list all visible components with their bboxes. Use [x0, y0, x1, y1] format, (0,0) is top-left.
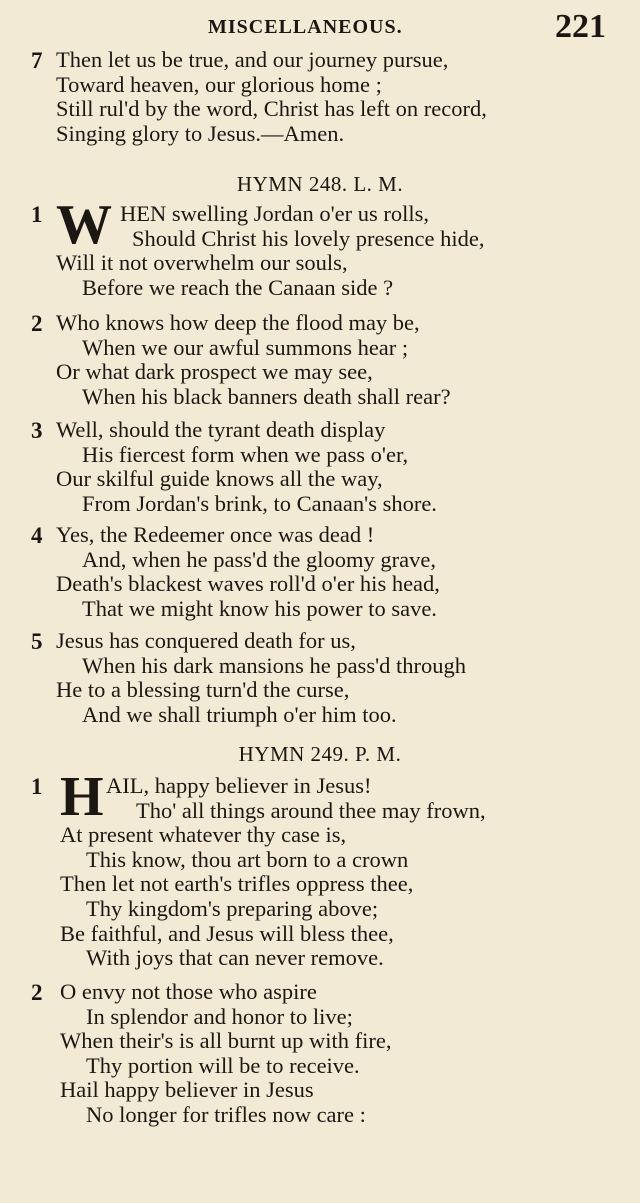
verse-line: Be faithful, and Jesus will bless thee,: [60, 920, 394, 946]
verse-line: Who knows how deep the flood may be,: [56, 310, 420, 335]
hymn-248-verse-4: [0, 523, 640, 621]
continued-verse: [0, 48, 640, 146]
verse-line: Well, should the tyrant death display: [56, 417, 386, 442]
drop-cap: W: [56, 194, 112, 256]
verse-line: Then let not earth's trifles oppress thee,: [60, 871, 414, 897]
verse-line: That we might know his power to save.: [82, 595, 437, 621]
hymn-248-title: HYMN 248. L. M.: [236, 172, 404, 196]
verse-line: This know, thou art born to a crown: [86, 846, 409, 872]
verse-line: Still rul'd by the word, Christ has left on record,: [56, 96, 487, 122]
verse-line: AIL, happy believer in Jesus!: [106, 773, 372, 798]
verse-line: Then let us be true, and our journey pursue,: [56, 47, 449, 72]
verse-line: When we our awful summons hear ;: [82, 334, 409, 360]
running-title: MISCELLANEOUS.: [208, 16, 403, 38]
verse-line: Or what dark prospect we may see,: [56, 359, 373, 385]
verse-number: 7: [31, 48, 43, 73]
page-header: [0, 8, 640, 44]
verse-line: With joys that can never remove.: [86, 945, 384, 971]
verse-number: 1: [31, 774, 43, 799]
hymn-249-verse-2: [0, 980, 640, 1128]
verse-line: Thy kingdom's preparing above;: [86, 895, 379, 921]
hymn-248-verse-5: [0, 629, 640, 727]
verse-line: Will it not overwhelm our souls,: [56, 250, 348, 276]
verse-line: Should Christ his lovely presence hide,: [132, 225, 485, 251]
verse-line: At present whatever thy case is,: [60, 822, 347, 848]
verse-line: Singing glory to Jesus.—Amen.: [56, 120, 345, 146]
verse-line: Thy portion will be to receive.: [86, 1052, 360, 1078]
verse-number: 4: [31, 523, 43, 548]
verse-line: Yes, the Redeemer once was dead !: [56, 522, 375, 547]
hymn-248-verse-2: [0, 311, 640, 409]
verse-line: When his dark mansions he pass'd through: [82, 652, 466, 678]
verse-number: 1: [31, 202, 43, 227]
verse-line: Toward heaven, our glorious home ;: [56, 71, 382, 97]
hymn-248-verse-3: [0, 418, 640, 516]
verse-line: Our skilful guide knows all the way,: [56, 466, 383, 492]
verse-line: No longer for trifles now care :: [86, 1101, 366, 1127]
verse-number: 3: [31, 418, 43, 443]
verse-line: When his black banners death shall rear?: [82, 383, 451, 409]
verse-line: When their's is all burnt up with fire,: [60, 1028, 392, 1054]
verse-line: From Jordan's brink, to Canaan's shore.: [82, 490, 437, 516]
hymn-249-title: HYMN 249. P. M.: [238, 742, 402, 766]
hymn-249-verse-1: [0, 766, 640, 971]
verse-line: Jesus has conquered death for us,: [56, 628, 356, 653]
verse-number: 5: [31, 629, 43, 654]
verse-line: Before we reach the Canaan side ?: [82, 274, 394, 300]
verse-line: He to a blessing turn'd the curse,: [56, 677, 350, 703]
verse-line: O envy not those who aspire: [60, 979, 317, 1004]
verse-line: His fiercest form when we pass o'er,: [82, 441, 409, 467]
verse-line: And we shall triumph o'er him too.: [82, 701, 397, 727]
verse-number: 2: [31, 980, 43, 1005]
verse-line: And, when he pass'd the gloomy grave,: [82, 546, 436, 572]
page-number: 221: [555, 8, 606, 45]
verse-line: Tho' all things around thee may frown,: [136, 797, 486, 823]
verse-number: 2: [31, 311, 43, 336]
verse-line: Death's blackest waves roll'd o'er his head,: [56, 571, 440, 597]
verse-line: Hail happy believer in Jesus: [60, 1077, 314, 1103]
hymn-248-verse-1: [0, 194, 640, 300]
drop-cap: H: [60, 766, 104, 828]
verse-line: HEN swelling Jordan o'er us rolls,: [120, 201, 430, 226]
verse-line: In splendor and honor to live;: [86, 1003, 353, 1029]
